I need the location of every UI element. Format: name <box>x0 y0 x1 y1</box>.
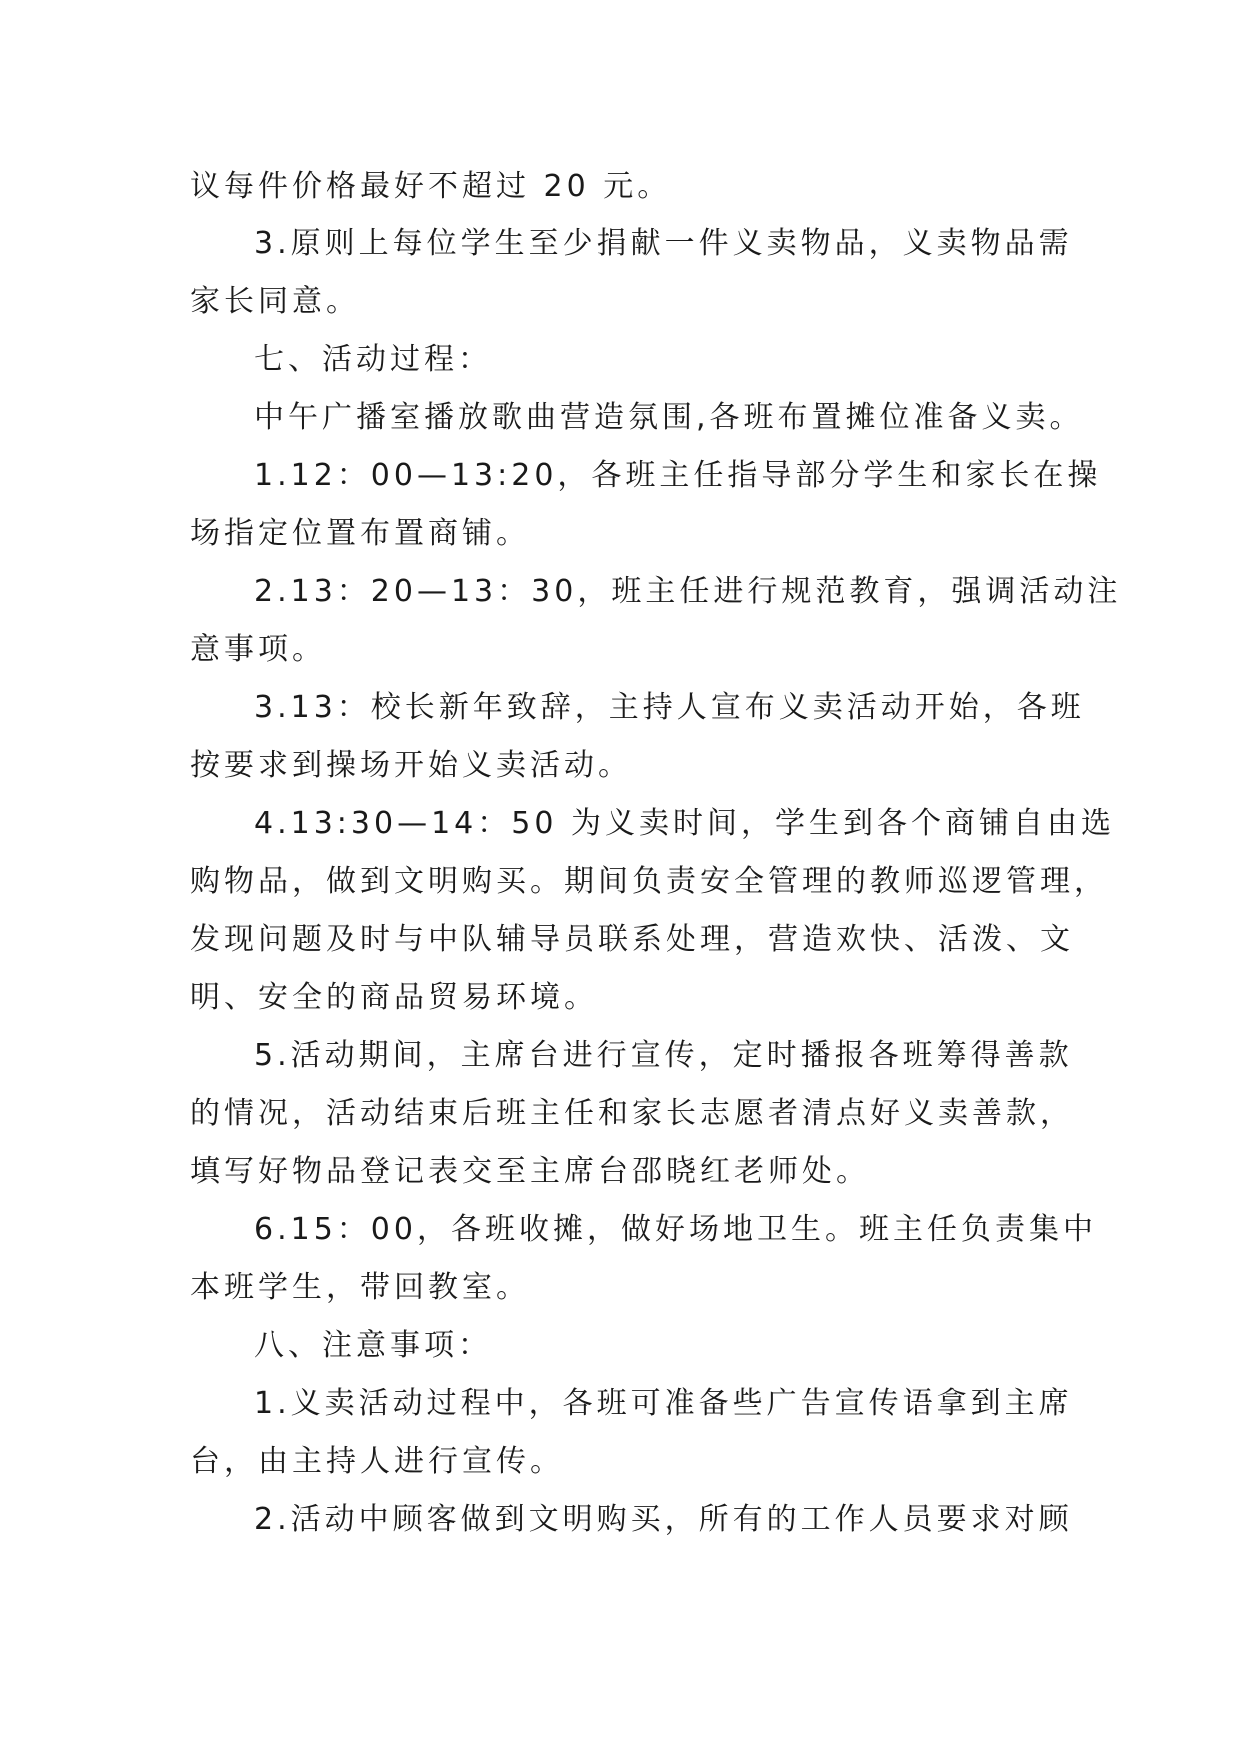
text-line: 6.15：00，各班收摊，做好场地卫生。班主任负责集中 <box>254 1212 1097 1247</box>
text-line: 2.活动中顾客做到文明购买，所有的工作人员要求对顾 <box>254 1502 1073 1537</box>
text-line: 购物品，做到文明购买。期间负责安全管理的教师巡逻管理， <box>190 864 1108 899</box>
text-line: 4.13:30—14：50 为义卖时间，学生到各个商铺自由选 <box>254 806 1115 841</box>
text-line: 家长同意。 <box>190 284 360 319</box>
text-line: 场指定位置布置商铺。 <box>190 516 530 551</box>
text-line: 中午广播室播放歌曲营造氛围,各班布置摊位准备义卖。 <box>254 400 1084 435</box>
text-line: 台，由主持人进行宣传。 <box>190 1444 564 1479</box>
text-line: 3.原则上每位学生至少捐献一件义卖物品，义卖物品需 <box>254 226 1073 261</box>
text-line: 发现问题及时与中队辅导员联系处理，营造欢快、活泼、文 <box>190 922 1074 957</box>
text-line: 按要求到操场开始义卖活动。 <box>190 748 632 783</box>
text-line: 的情况，活动结束后班主任和家长志愿者清点好义卖善款， <box>190 1096 1074 1131</box>
text-line: 1.12：00—13:20，各班主任指导部分学生和家长在操 <box>254 458 1102 493</box>
text-line: 明、安全的商品贸易环境。 <box>190 980 598 1015</box>
section-heading: 八、注意事项： <box>254 1328 492 1363</box>
text-line: 3.13：校长新年致辞，主持人宣布义卖活动开始，各班 <box>254 690 1085 725</box>
text-line: 本班学生，带回教室。 <box>190 1270 530 1305</box>
text-line: 2.13：20—13：30，班主任进行规范教育，强调活动注 <box>254 574 1122 609</box>
section-heading: 七、活动过程： <box>254 342 492 377</box>
text-line: 1.义卖活动过程中，各班可准备些广告宣传语拿到主席 <box>254 1386 1073 1421</box>
text-line: 议每件价格最好不超过 20 元。 <box>190 169 672 204</box>
text-line: 5.活动期间，主席台进行宣传，定时播报各班筹得善款 <box>254 1038 1073 1073</box>
text-line: 意事项。 <box>190 632 326 667</box>
text-line: 填写好物品登记表交至主席台邵晓红老师处。 <box>190 1154 870 1189</box>
